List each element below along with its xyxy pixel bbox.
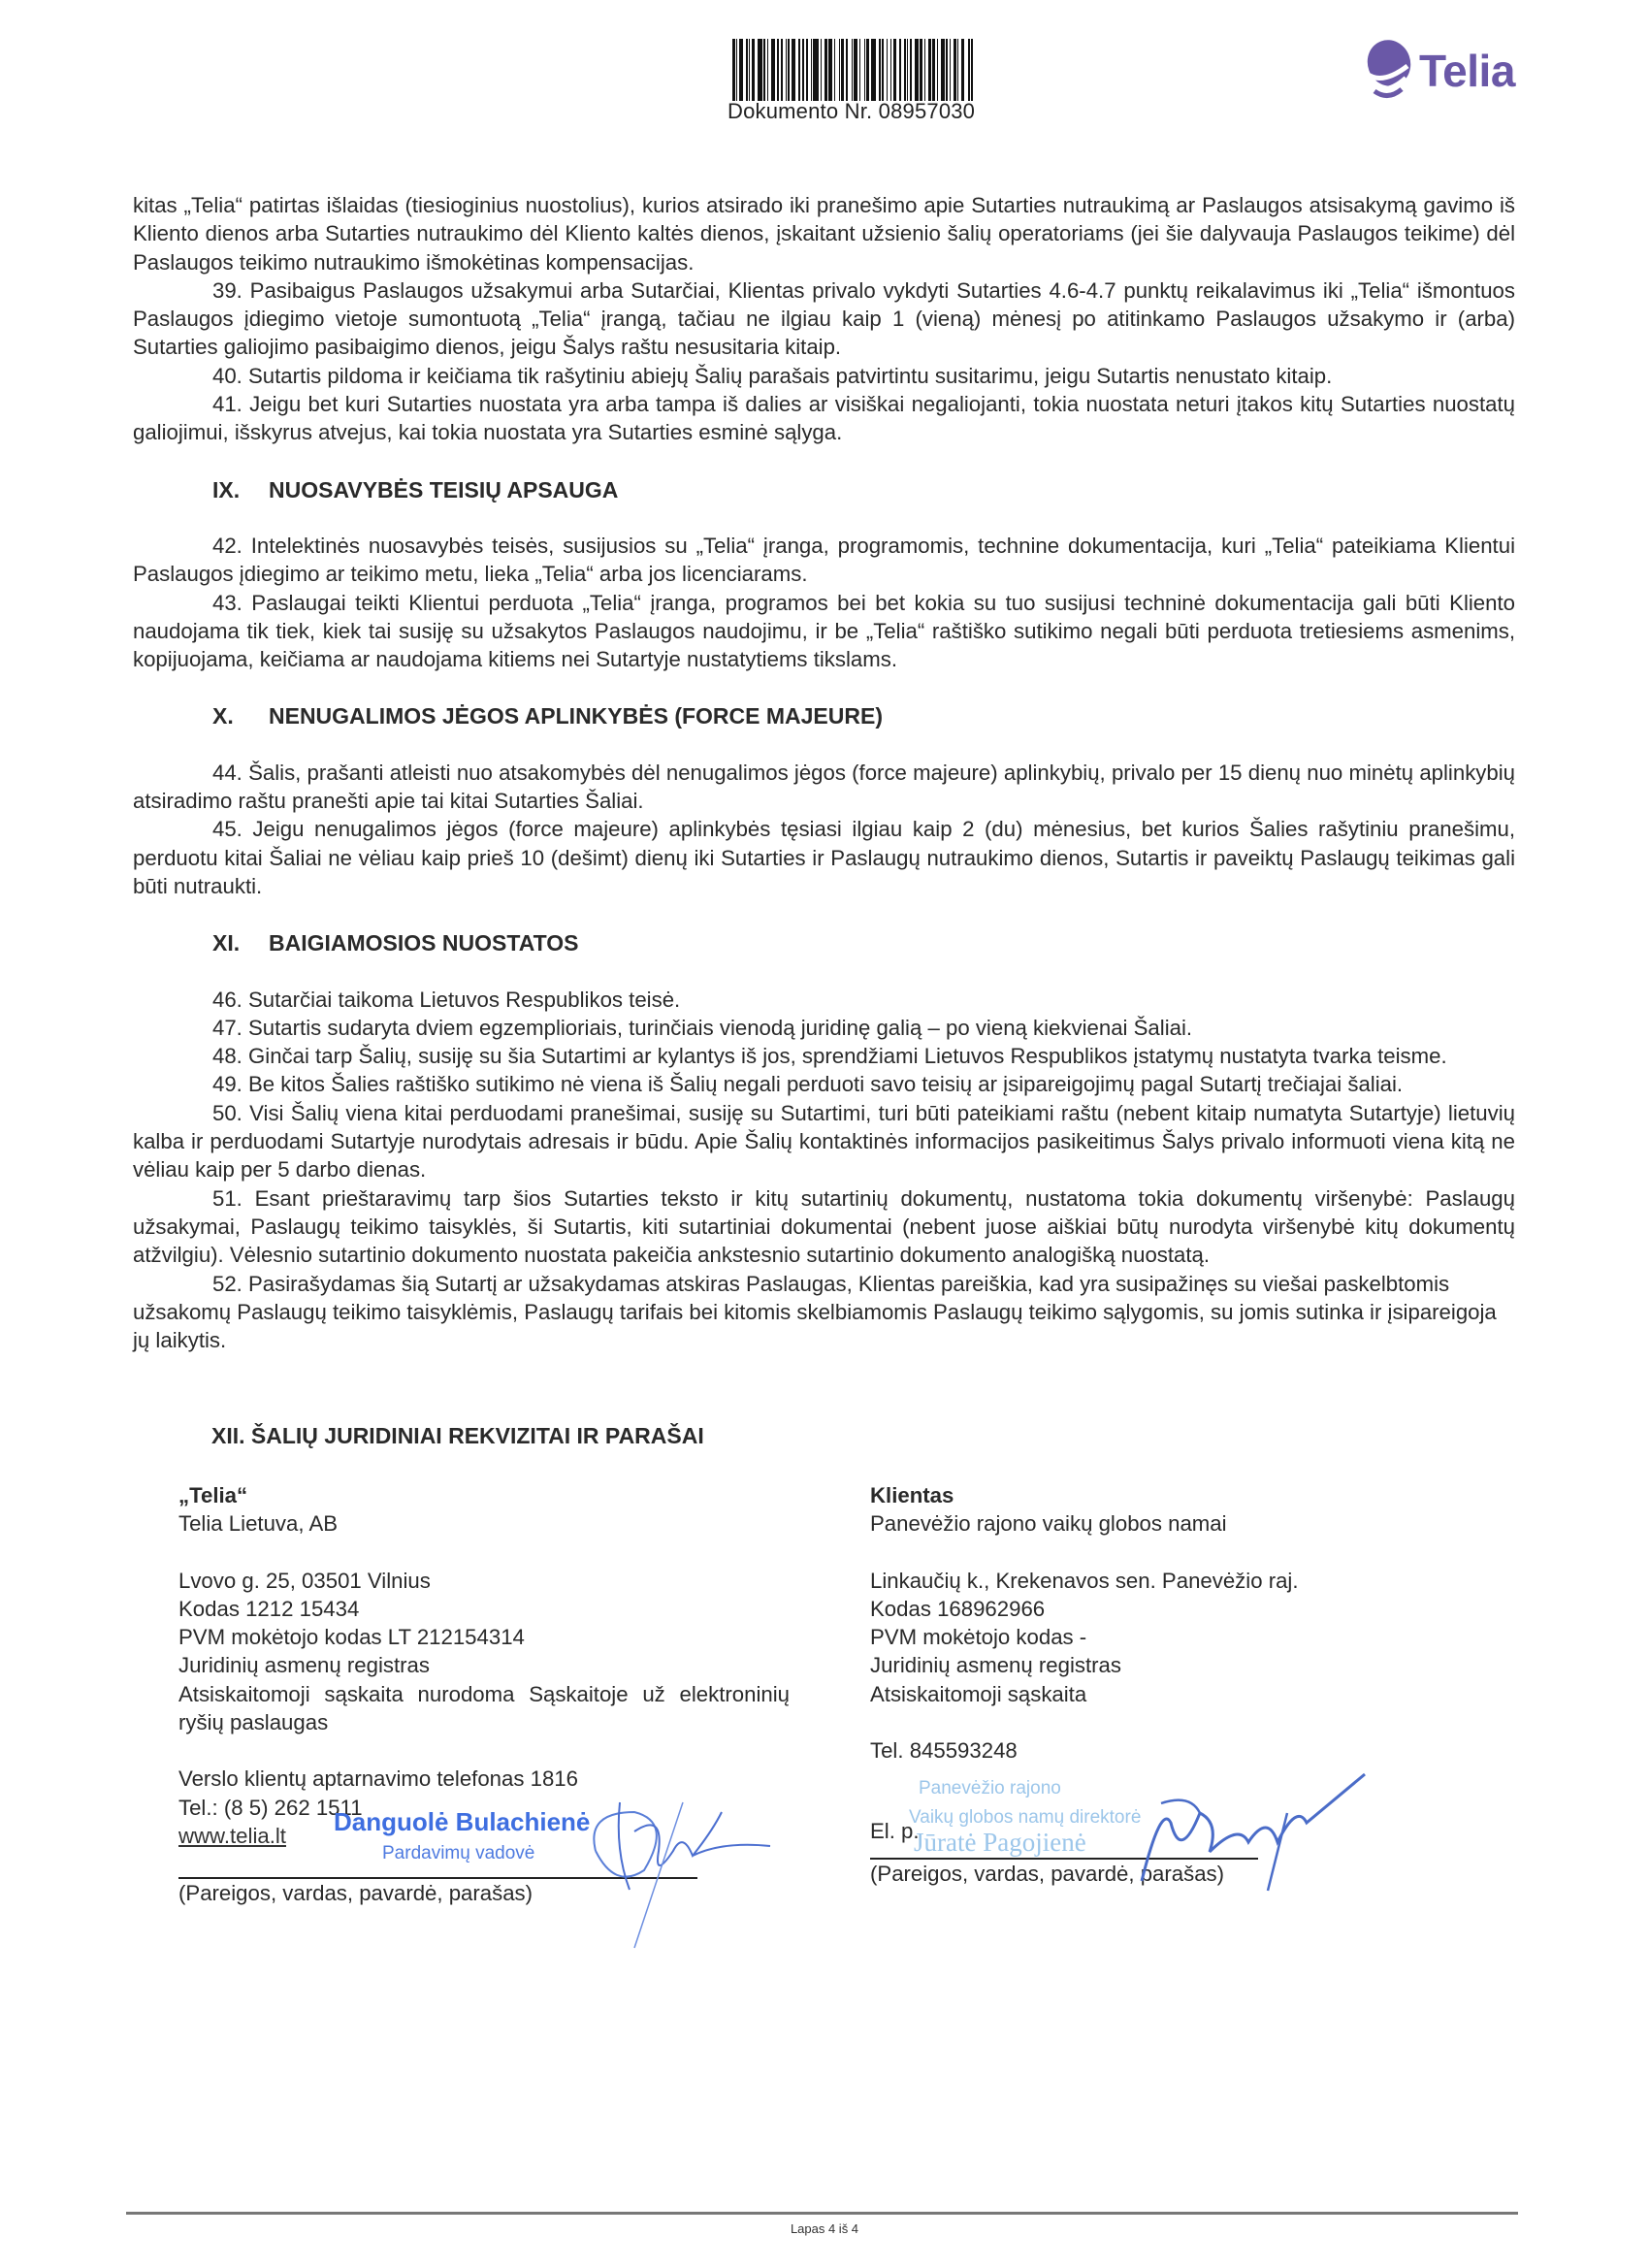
telia-website-link[interactable]: www.telia.lt bbox=[178, 1823, 286, 1848]
client-stamp-name: Jūratė Pagojienė bbox=[914, 1828, 1086, 1858]
telia-tel: Tel.: (8 5) 262 1511 bbox=[178, 1795, 363, 1820]
client-requisites bbox=[870, 1481, 1549, 1889]
client-tel: Tel. 845593248 bbox=[870, 1738, 1018, 1764]
client-registry: Juridinių asmenų registras bbox=[870, 1653, 1121, 1678]
clause-52: 52. Pasirašydamas šią Sutartį ar užsakydamas atskiras Paslaugas, Klientas pareiškia, kad yra susipažinęs su viešai paskelbtomis užsakomų Paslaugų teikimo taisyklėmis, Paslaugų tarifais bei kitomis skelbiamomis Paslaugų teikimo sąlygomis, su jomis sutinka ir įsipareigoja jų laikytis. bbox=[133, 1271, 1497, 1353]
barcode bbox=[732, 39, 980, 101]
clause-49: 49. Be kitos Šalies raštiško sutikimo nė viena iš Šalių negali perduoti savo teisių ar įsipareigojimų pagal Sutartį trečiajai šaliai. bbox=[212, 1072, 1404, 1097]
telia-stamp-role: Pardavimų vadovė bbox=[382, 1842, 535, 1863]
clause-44: 44. Šalis, prašanti atleisti nuo atsakomybės dėl nenugalimos jėgos (force majeure) aplinkybių, privalo per 15 dienų nuo minėtų aplinkybių atsiradimo raštu pranešti apie tai kitai Sutarties Šaliai. bbox=[133, 760, 1515, 814]
telia-code: Kodas 1212 15434 bbox=[178, 1596, 360, 1621]
client-stamp-line2: Vaikų globos namų direktorė bbox=[909, 1807, 1142, 1829]
telia-heading: „Telia“ bbox=[178, 1483, 248, 1507]
telia-account: Atsiskaitomoji sąskaita nurodoma Sąskaitoje už elektroninių ryšių paslaugas bbox=[178, 1681, 790, 1735]
client-heading: Klientas bbox=[870, 1483, 954, 1507]
client-address: Linkaučių k., Krekenavos sen. Panevėžio raj. bbox=[870, 1568, 1299, 1593]
client-signature-caption: (Pareigos, vardas, pavardė, parašas) bbox=[870, 1862, 1225, 1887]
client-account: Atsiskaitomoji sąskaita bbox=[870, 1681, 1087, 1706]
client-stamp-line1: Panevėžio rajono bbox=[919, 1778, 1061, 1799]
clause-51: 51. Esant prieštaravimų tarp šios Sutarties teksto ir kitų sutartinių dokumentų, nustatoma tokia dokumentų viršenybė: Paslaugų užsakymai, Paslaugų teikimo taisyklės, ši Sutartis, kiti sutartiniai dokumentai (nebent juose aiškiai būtų nurodyta viršenybė kitų dokumentų atžvilgiu). Vėlesnio sutartinio dokumento nuostata pakeičia ankstesnio sutartinio dokumento analogišką nuostatą. bbox=[133, 1185, 1515, 1268]
telia-stamp-name: Danguolė Bulachienė bbox=[334, 1806, 591, 1836]
clause-42: 42. Intelektinės nuosavybės teisės, susijusios su „Telia“ įranga, programomis, technine dokumentacija, kuri „Telia“ pateikiama Klientui Paslaugos įdiegimo ar teikimo metu, lieka „Telia“ arba jos licenciarams. bbox=[133, 533, 1515, 587]
document-body bbox=[133, 191, 1515, 1354]
client-company: Panevėžio rajono vaikų globos namai bbox=[870, 1511, 1227, 1537]
clause-41: 41. Jeigu bet kuri Sutarties nuostata yra arba tampa iš dalies ar visiškai negaliojanti, tokia nuostata neturi įtakos kitų Sutarties nuostatų galiojimui, išskyrus atvejus, kai tokia nuostata yra Sutarties esminė sąlyga. bbox=[133, 392, 1515, 445]
client-code: Kodas 168962966 bbox=[870, 1596, 1046, 1621]
section-heading-ix: IX. NUOSAVYBĖS TEISIŲ APSAUGA bbox=[212, 476, 619, 502]
client-email-label: El. p. bbox=[870, 1819, 920, 1844]
requisites-heading: XII. ŠALIŲ JURIDINIAI REKVIZITAI IR PARAŠAI bbox=[211, 1423, 704, 1448]
telia-logo-text: Telia bbox=[1419, 46, 1515, 96]
telia-company: Telia Lietuva, AB bbox=[178, 1511, 339, 1537]
clause-43: 43. Paslaugai teikti Klientui perduota „Telia“ įranga, programos bei bet kokia su tuo susijusi techninė dokumentacija gali būti Kliento naudojama tik tiek, kiek tai susiję su užsakytos Paslaugos naudojimu, ir be „Telia“ raštiško sutikimo negali būti perduota tretiesiems asmenims, kopijuojama, keičiama ar naudojama kitiems nei Sutartyje nustatytiems tikslams. bbox=[133, 590, 1515, 672]
telia-logo bbox=[1363, 37, 1515, 105]
clause-48: 48. Ginčai tarp Šalių, susiję su šia Sutartimi ar kylantys iš jos, sprendžiami Lietuvos Respublikos įstatymų nustatyta tvarka teisme. bbox=[212, 1044, 1447, 1069]
section-heading-x: X. NENUGALIMOS JĖGOS APLINKYBĖS (FORCE MAJEURE) bbox=[212, 703, 883, 729]
telia-signature-icon bbox=[576, 1793, 828, 1958]
footer-divider bbox=[126, 2212, 1518, 2215]
client-vat: PVM mokėtojo kodas - bbox=[870, 1625, 1087, 1650]
clause-47: 47. Sutartis sudaryta dviem egzemplioriais, turinčiais vienodą juridinę galią – po vieną kiekvienai Šaliai. bbox=[212, 1015, 1193, 1040]
client-signature-icon bbox=[1132, 1765, 1384, 1900]
document-number: Dokumento Nr. 08957030 bbox=[728, 99, 976, 123]
telia-signature-caption: (Pareigos, vardas, pavardė, parašas) bbox=[178, 1880, 534, 1905]
clause-39: 39. Pasibaigus Paslaugos užsakymui arba Sutarčiai, Klientas privalo vykdyti Sutarties 4.6-4.7 punktų reikalavimus iki „Telia“ išmontuos Paslaugos įdiegimo vietoje sumontuotą „Telia“ įrangą, tačiau ne ilgiau kaip 1 (vieną) mėnesį po atitinkamo Paslaugos užsakymo ir (arba) Sutarties galiojimo pasibaigimo dienos, jeigu Šalys raštu nesusitaria kitaip. bbox=[133, 277, 1515, 360]
section-heading-xi: XI. BAIGIAMOSIOS NUOSTATOS bbox=[212, 930, 579, 956]
clause-40: 40. Sutartis pildoma ir keičiama tik rašytiniu abiejų Šalių parašais patvirtintu susitarimu, jeigu Sutartis nenustato kitaip. bbox=[212, 363, 1333, 388]
telia-vat: PVM mokėtojo kodas LT 212154314 bbox=[178, 1625, 525, 1650]
telia-registry: Juridinių asmenų registras bbox=[178, 1653, 430, 1678]
clause-46: 46. Sutarčiai taikoma Lietuvos Respublikos teisė. bbox=[212, 987, 681, 1012]
clause-50: 50. Visi Šalių viena kitai perduodami pranešimai, susiję su Sutartimi, turi būti pateikiami raštu (nebent kitaip numatyta Sutartyje) lietuvių kalba ir perduodami Sutartyje nurodytais adresais ir būdu. Apie Šalių kontaktinės informacijos pasikeitimus Šalys privalo informuoti viena kitą ne vėliau kaip per 5 darbo dienas. bbox=[133, 1100, 1515, 1183]
telia-business-phone: Verslo klientų aptarnavimo telefonas 1816 bbox=[178, 1766, 578, 1792]
intro-paragraph: kitas „Telia“ patirtas išlaidas (tiesioginius nuostolius), kurios atsirado iki pranešimo apie Sutarties nutraukimą ar Paslaugos atsisakymą gavimo iš Kliento dienos arba Sutarties nutraukimo dėl Kliento kaltės dienos, įskaitant užsienio šalių operatoriams (jei šie dalyvauja Paslaugos teikime) dėl Paslaugos teikimo nutraukimo išmokėtinas kompensacijas. bbox=[133, 193, 1515, 275]
clause-45: 45. Jeigu nenugalimos jėgos (force majeure) aplinkybės tęsiasi ilgiau kaip 2 (du) mėnesius, bet kurios Šalies rašytiniu pranešimu, perduotu kitai Šaliai ne vėliau kaip prieš 10 (dešimt) dienų iki Sutarties ir Paslaugų nutraukimo dienos, Sutartis ir paveiktų Paslaugų teikimas gali būti nutraukti. bbox=[133, 817, 1515, 898]
page-number: Lapas 4 iš 4 bbox=[790, 2221, 859, 2236]
telia-requisites bbox=[178, 1481, 857, 1907]
telia-logo-icon bbox=[1363, 37, 1411, 105]
telia-address: Lvovo g. 25, 03501 Vilnius bbox=[178, 1568, 431, 1593]
